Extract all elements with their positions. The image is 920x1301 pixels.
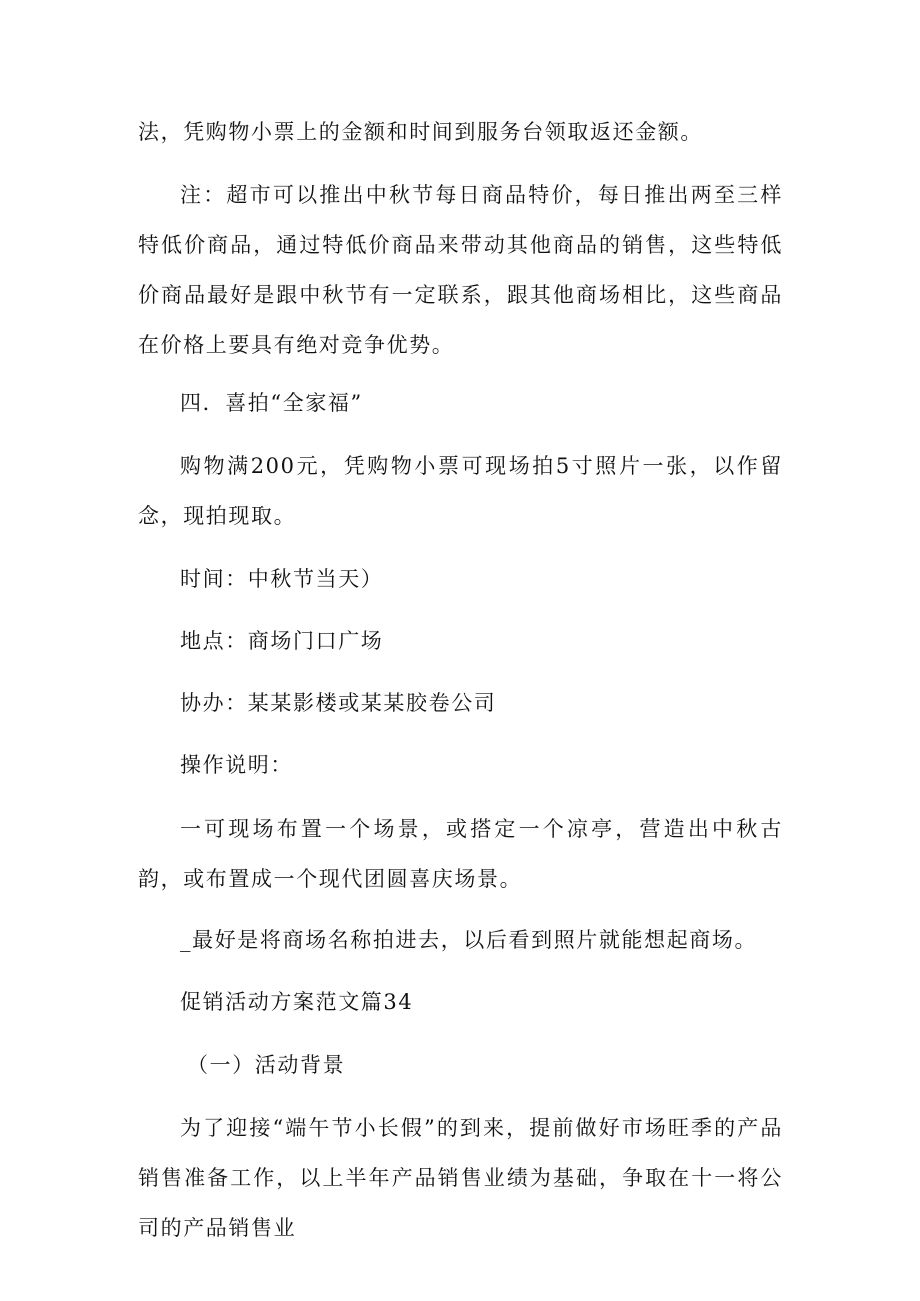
paragraph-store-name-tip: _最好是将商场名称拍进去，以后看到照片就能想起商场。: [180, 928, 758, 952]
paragraph-photo-offer: 购物满200元，凭购物小票可现场拍5寸照片一张，以作留念，现拍现取。: [138, 454, 783, 528]
paragraph-scene-setup: 一可现场布置一个场景，或搭定一个凉亭，营造出中秋古韵，或布置成一个现代团圆喜庆场景。: [138, 817, 783, 891]
paragraph-co-organizer: 协办：某某影楼或某某胶卷公司: [180, 691, 497, 715]
paragraph-daily-specials-note: 注：超市可以推出中秋节每日商品特价，每日推出两至三样特低价商品，通过特低价商品来带动其他商品的销售，这些特低价商品最好是跟中秋节有一定联系，跟其他商场相比，这些商品在价格上要具有绝对竞争优势。: [138, 183, 783, 357]
section-title-plan-34: 促销活动方案范文篇34: [180, 990, 414, 1014]
paragraph-time: 时间：中秋节当天）: [180, 567, 384, 591]
paragraph-location: 地点：商场门口广场: [180, 629, 384, 653]
paragraph-instructions-label: 操作说明：: [180, 753, 293, 777]
section-heading-family-photo: 四．喜拍“全家福”: [180, 391, 363, 415]
paragraph-activity-background: 为了迎接“端午节小长假”的到来，提前做好市场旺季的产品销售准备工作，以上半年产品销售业绩为基础，争取在十一将公司的产品销售业: [138, 1116, 783, 1240]
paragraph-refund-note: 法，凭购物小票上的金额和时间到服务台领取返还金额。: [138, 120, 703, 144]
subsection-heading-background: （一）活动背景: [187, 1053, 346, 1077]
